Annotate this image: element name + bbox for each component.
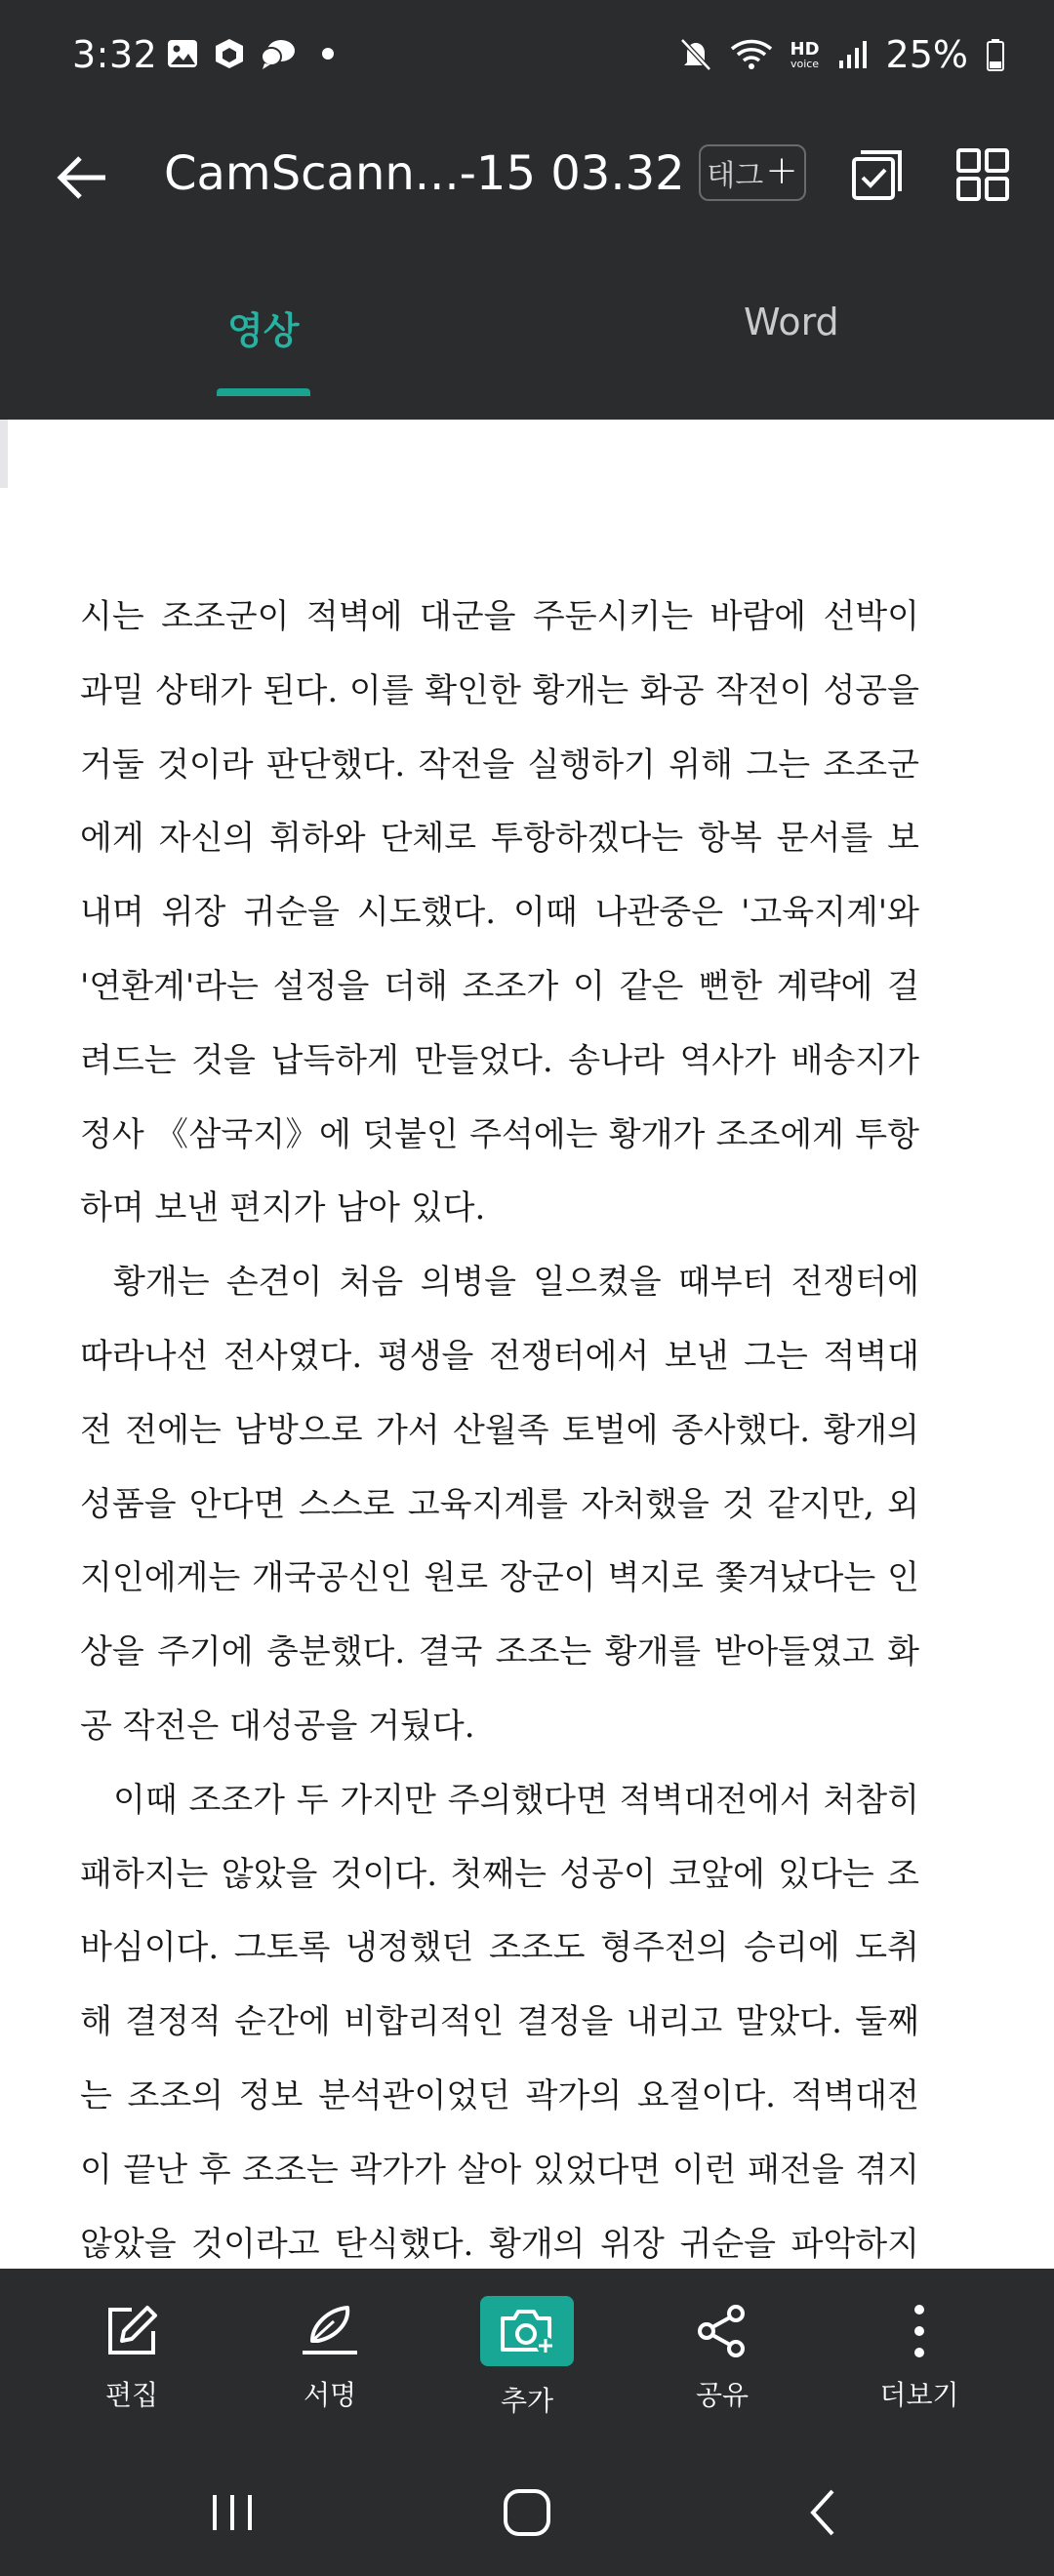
battery-icon (986, 38, 1005, 71)
home-icon[interactable] (498, 2483, 556, 2542)
edit-button[interactable] (63, 2302, 200, 2419)
status-system-icons (679, 33, 1005, 76)
status-bar (0, 0, 1054, 117)
tab-word[interactable]: Word (744, 301, 839, 343)
back-nav-icon[interactable] (795, 2483, 854, 2542)
gallery-icon (166, 37, 199, 70)
wifi-icon (730, 37, 773, 72)
active-tab-indicator (217, 388, 310, 396)
document-title[interactable]: CamScann...-15 03.32 (164, 146, 685, 201)
signal-icon (837, 39, 869, 70)
document-text (80, 581, 919, 2269)
chat-bubble-icon (260, 37, 297, 70)
share-icon (693, 2302, 751, 2360)
tab-image[interactable]: 영상 (227, 309, 300, 352)
scanned-document-page[interactable] (0, 420, 1054, 2269)
share-label: 공유 (695, 2379, 750, 2411)
edit-icon (102, 2302, 161, 2360)
grid-view-icon[interactable] (954, 146, 1011, 203)
hd-label: HD (790, 38, 820, 60)
app-bar (0, 117, 1054, 239)
add-label: 추가 (500, 2385, 554, 2417)
sign-button[interactable] (262, 2302, 398, 2419)
document-paragraph: 황개는 손견이 처음 의병을 일으켰을 때부터 전쟁터에 따라나선 전사였다. 평생을 전쟁터에서 보낸 그는 적벽대전 전에는 남방으로 가서 산월족 토벌에 종사했다. 황개의 성품을 안다면 스스로 고육지계를 자처했을 것 같지만, 외지인에게는 개국공신인 원로 장군이 벽지로 쫓겨났다는 인상을 주기에 충분했다. 결국 조조는 황개를 받아들였고 화공 작전은 대성공을 거뒀다. (80, 1263, 919, 1746)
system-navigation-bar (0, 2435, 1054, 2576)
mute-icon (679, 37, 712, 72)
signature-pen-icon (299, 2302, 361, 2360)
more-label: 더보기 (879, 2379, 959, 2411)
more-notifications-dot (322, 48, 334, 60)
edit-label: 편집 (104, 2379, 159, 2411)
add-button[interactable] (459, 2302, 595, 2419)
more-button[interactable] (851, 2302, 988, 2419)
more-vertical-icon (890, 2302, 949, 2360)
add-button-background (480, 2296, 574, 2366)
hd-voice-badge (790, 38, 820, 70)
status-notification-icons (166, 37, 334, 70)
bottom-toolbar (0, 2269, 1054, 2435)
scan-edge-shadow (0, 420, 8, 488)
status-time: 3:32 (72, 33, 158, 76)
view-tabs (0, 283, 1054, 395)
voice-label: voice (790, 57, 820, 70)
tag-label: 태그 (707, 159, 764, 193)
package-icon (213, 37, 246, 70)
recent-apps-icon[interactable] (203, 2483, 262, 2542)
back-arrow-icon[interactable] (51, 146, 113, 209)
select-checkbox-icon[interactable] (849, 146, 906, 203)
tag-plus-icon: + (765, 148, 798, 193)
document-paragraph: 이때 조조가 두 가지만 주의했다면 적벽대전에서 처참히 패하지는 않았을 것이다. 첫째는 성공이 코앞에 있다는 조바심이다. 그토록 냉정했던 조조도 형주전의 승리에 도취해 결정적 순간에 비합리적인 결정을 내리고 말았다. 둘째는 조조의 정보 분석관이었던 곽가의 요절이다. 적벽대전이 끝난 후 조조는 곽가가 살아 있었다면 이런 패전을 겪지 않았을 것이라고 탄식했다. 황개의 위장 귀순을 파악하지 (80, 1780, 919, 2264)
sign-label: 서명 (303, 2379, 357, 2411)
share-button[interactable] (654, 2302, 790, 2419)
battery-percent: 25% (885, 33, 968, 76)
document-paragraph: 시는 조조군이 적벽에 대군을 주둔시키는 바람에 선박이 과밀 상태가 된다. 이를 확인한 황개는 화공 작전이 성공을 거둘 것이라 판단했다. 작전을 실행하기 위해 그는 조조군에게 자신의 휘하와 단체로 투항하겠다는 항복 문서를 보내며 위장 귀순을 시도했다. 이때 나관중은 '고육지계'와 '연환계'라는 설정을 더해 조조가 이 같은 뻔한 계략에 걸려드는 것을 납득하게 만들었다. 송나라 역사가 배송지가 정사 《삼국지》에 덧붙인 주석에는 황개가 조조에게 투항하며 보낸 편지가 남아 있다. (80, 597, 919, 1228)
tag-button[interactable] (699, 144, 806, 201)
camera-add-icon (499, 2307, 555, 2355)
